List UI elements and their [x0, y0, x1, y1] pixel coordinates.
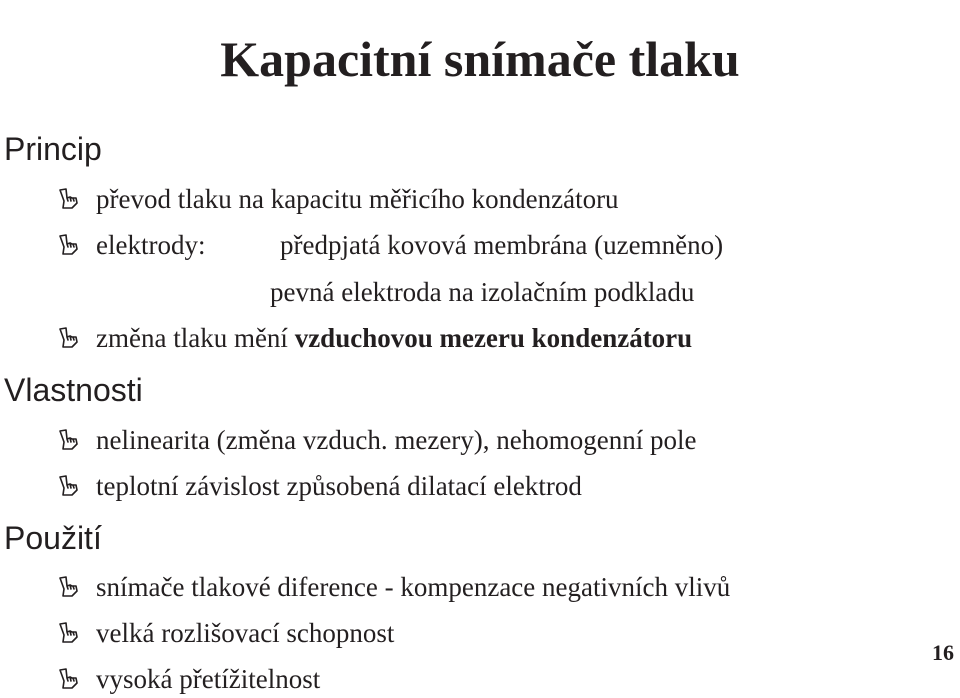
list-item: [56, 571, 730, 603]
list-item: [56, 424, 697, 456]
list-item-text: změna tlaku mění: [96, 323, 295, 353]
pointing-hand-icon: [56, 428, 82, 452]
list-item: [56, 322, 692, 354]
pointing-hand-icon: [56, 233, 82, 257]
list-item: [56, 183, 619, 215]
pointing-hand-icon: [56, 621, 82, 645]
list-item: [56, 229, 723, 261]
section-heading-vlastnosti: Vlastnosti: [4, 372, 143, 408]
list-item-text: nelinearita (změna vzduch. mezery), nehomogenní pole: [96, 425, 697, 455]
pointing-hand-icon: [56, 667, 82, 691]
pointing-hand-icon: [56, 187, 82, 211]
pointing-hand-icon: [56, 474, 82, 498]
list-item-text: převod tlaku na kapacitu měřicího kondenzátoru: [96, 184, 619, 214]
list-item-text: snímače tlakové diference - kompenzace negativních vlivů: [96, 572, 731, 602]
list-item-label: elektrody:: [96, 230, 206, 260]
pointing-hand-icon: [56, 326, 82, 350]
list-item: [56, 663, 320, 695]
list-item: [56, 470, 582, 502]
list-item-text: pevná elektroda na izolačním podkladu: [270, 277, 695, 307]
pointing-hand-icon: [56, 575, 82, 599]
list-item-text: velká rozlišovací schopnost: [96, 618, 395, 648]
list-item-text: vysoká přetížitelnost: [96, 664, 321, 694]
list-item-emphasis: vzduchovou mezeru kondenzátoru: [294, 323, 693, 353]
page-number: 16: [932, 640, 954, 665]
list-item-text: předpjatá kovová membrána (uzemněno): [280, 230, 724, 260]
list-item-continuation: [270, 276, 694, 308]
list-item-text: teplotní závislost způsobená dilatací elektrod: [96, 471, 582, 501]
section-heading-pouziti: Použití: [4, 520, 102, 556]
section-heading-princip: Princip: [4, 131, 102, 167]
list-item: [56, 617, 394, 649]
slide-title: Kapacitní snímače tlaku: [220, 30, 740, 87]
